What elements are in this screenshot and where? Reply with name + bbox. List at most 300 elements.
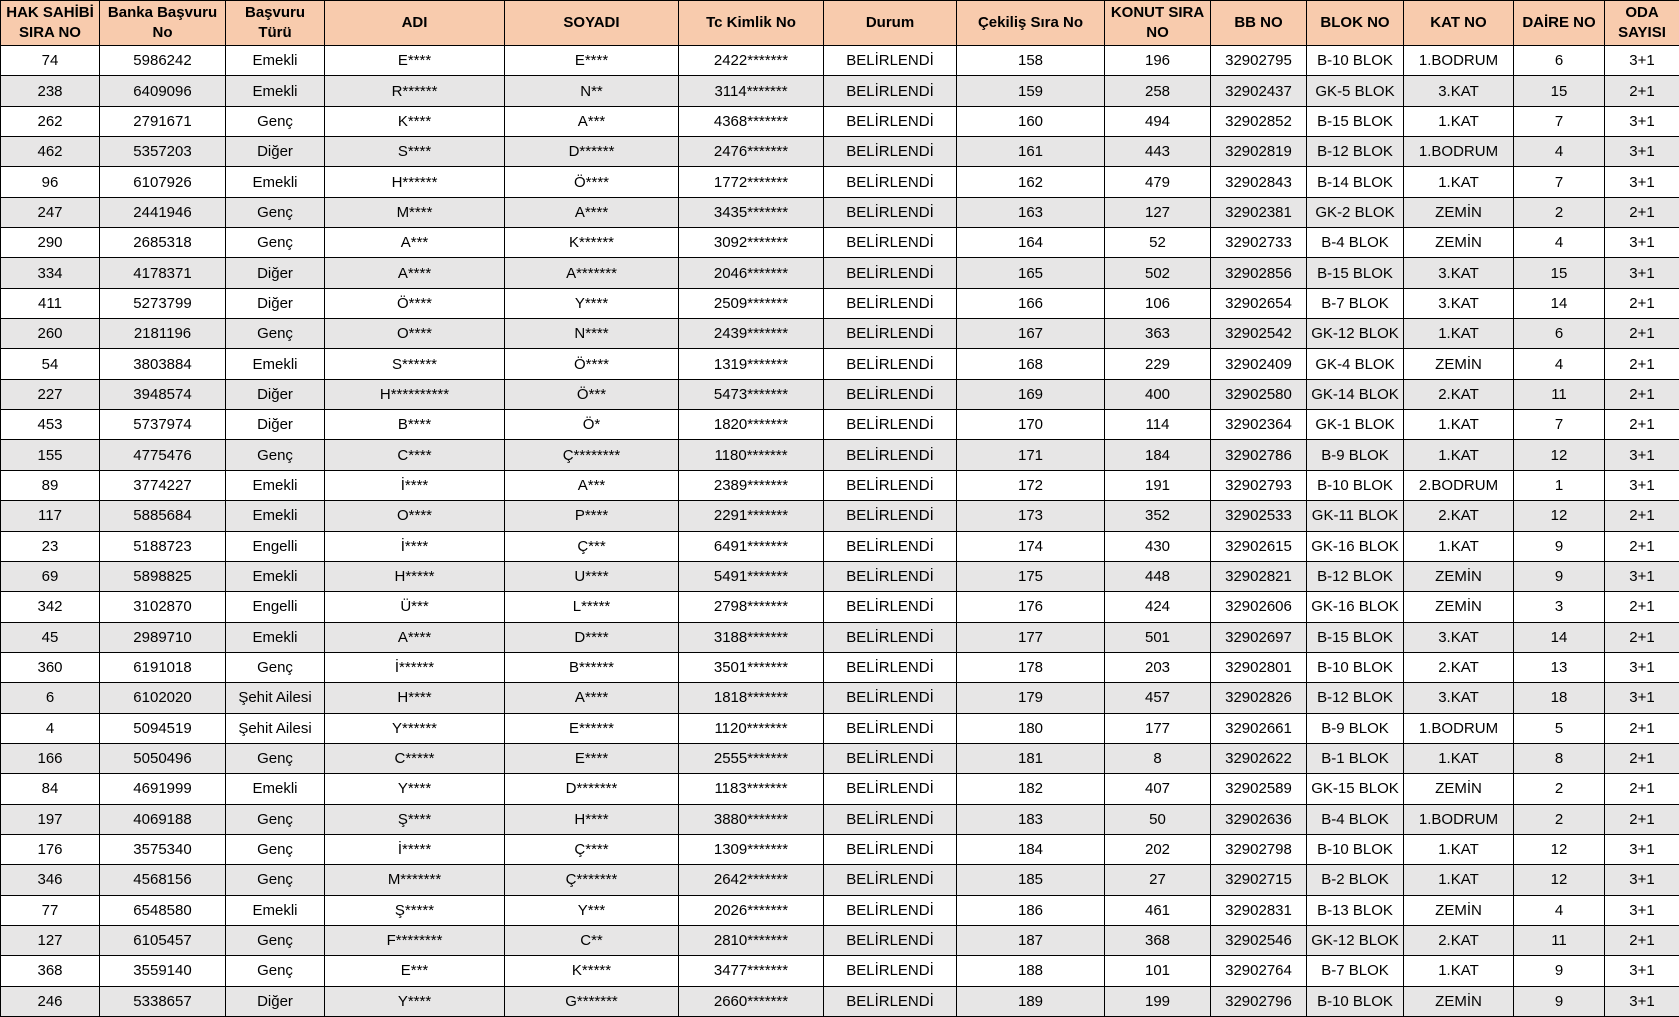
cell-oda-sayisi: 3+1 <box>1605 865 1679 895</box>
cell-daire-no: 6 <box>1514 319 1605 349</box>
cell-banka-basvuru-no: 3803884 <box>100 349 226 379</box>
cell-konut-sira-no: 106 <box>1105 288 1211 318</box>
column-header-blok-no: BLOK NO <box>1307 1 1404 46</box>
cell-durum: BELİRLENDİ <box>824 288 957 318</box>
cell-cekilis-sira-no: 185 <box>957 865 1105 895</box>
cell-hak-sahibi-sira-no: 127 <box>1 925 100 955</box>
cell-bb-no: 32902636 <box>1211 804 1307 834</box>
column-header-konut-sira-no: KONUT SIRA NO <box>1105 1 1211 46</box>
cell-adi: Y**** <box>325 986 505 1016</box>
cell-daire-no: 9 <box>1514 986 1605 1016</box>
table-row <box>1 865 1679 895</box>
cell-soyadi: E**** <box>505 46 679 76</box>
cell-kat-no: 2.KAT <box>1404 925 1514 955</box>
cell-banka-basvuru-no: 3559140 <box>100 956 226 986</box>
cell-adi: A**** <box>325 622 505 652</box>
column-header-kat-no: KAT NO <box>1404 1 1514 46</box>
cell-tc-kimlik-no: 1180******* <box>679 440 824 470</box>
cell-bb-no: 32902654 <box>1211 288 1307 318</box>
cell-banka-basvuru-no: 2441946 <box>100 197 226 227</box>
cell-banka-basvuru-no: 6409096 <box>100 76 226 106</box>
cell-bb-no: 32902852 <box>1211 106 1307 136</box>
cell-basvuru-turu: Engelli <box>226 531 325 561</box>
cell-durum: BELİRLENDİ <box>824 501 957 531</box>
table-row <box>1 956 1679 986</box>
cell-daire-no: 7 <box>1514 106 1605 136</box>
cell-konut-sira-no: 229 <box>1105 349 1211 379</box>
cell-banka-basvuru-no: 3575340 <box>100 834 226 864</box>
cell-konut-sira-no: 494 <box>1105 106 1211 136</box>
cell-hak-sahibi-sira-no: 96 <box>1 167 100 197</box>
cell-kat-no: 1.BODRUM <box>1404 713 1514 743</box>
cell-oda-sayisi: 2+1 <box>1605 713 1679 743</box>
cell-soyadi: B****** <box>505 652 679 682</box>
cell-daire-no: 7 <box>1514 410 1605 440</box>
cell-daire-no: 4 <box>1514 228 1605 258</box>
cell-kat-no: 2.KAT <box>1404 379 1514 409</box>
cell-daire-no: 3 <box>1514 592 1605 622</box>
cell-banka-basvuru-no: 6191018 <box>100 652 226 682</box>
table-row <box>1 774 1679 804</box>
cell-hak-sahibi-sira-no: 155 <box>1 440 100 470</box>
cell-kat-no: 3.KAT <box>1404 683 1514 713</box>
cell-blok-no: B-15 BLOK <box>1307 622 1404 652</box>
cell-hak-sahibi-sira-no: 411 <box>1 288 100 318</box>
cell-oda-sayisi: 3+1 <box>1605 986 1679 1016</box>
column-header-adi: ADI <box>325 1 505 46</box>
cell-oda-sayisi: 3+1 <box>1605 561 1679 591</box>
cell-tc-kimlik-no: 3477******* <box>679 956 824 986</box>
cell-konut-sira-no: 430 <box>1105 531 1211 561</box>
cell-kat-no: ZEMİN <box>1404 228 1514 258</box>
cell-daire-no: 12 <box>1514 834 1605 864</box>
cell-soyadi: H**** <box>505 804 679 834</box>
cell-tc-kimlik-no: 2389******* <box>679 470 824 500</box>
cell-banka-basvuru-no: 6102020 <box>100 683 226 713</box>
column-header-hak-sahibi-sira-no: HAK SAHİBİ SIRA NO <box>1 1 100 46</box>
cell-kat-no: ZEMİN <box>1404 986 1514 1016</box>
cell-soyadi: Y**** <box>505 288 679 318</box>
cell-tc-kimlik-no: 3188******* <box>679 622 824 652</box>
cell-basvuru-turu: Emekli <box>226 561 325 591</box>
header-row <box>1 1 1679 46</box>
cell-blok-no: B-15 BLOK <box>1307 106 1404 136</box>
cell-konut-sira-no: 479 <box>1105 167 1211 197</box>
cell-bb-no: 32902793 <box>1211 470 1307 500</box>
cell-blok-no: B-4 BLOK <box>1307 804 1404 834</box>
cell-konut-sira-no: 501 <box>1105 622 1211 652</box>
cell-adi: K**** <box>325 106 505 136</box>
cell-hak-sahibi-sira-no: 462 <box>1 137 100 167</box>
cell-kat-no: 2.BODRUM <box>1404 470 1514 500</box>
cell-basvuru-turu: Genç <box>226 197 325 227</box>
cell-bb-no: 32902661 <box>1211 713 1307 743</box>
cell-soyadi: Ç**** <box>505 834 679 864</box>
cell-durum: BELİRLENDİ <box>824 986 957 1016</box>
cell-hak-sahibi-sira-no: 77 <box>1 895 100 925</box>
cell-kat-no: 1.KAT <box>1404 106 1514 136</box>
cell-oda-sayisi: 2+1 <box>1605 379 1679 409</box>
cell-daire-no: 14 <box>1514 288 1605 318</box>
cell-blok-no: B-10 BLOK <box>1307 470 1404 500</box>
cell-cekilis-sira-no: 187 <box>957 925 1105 955</box>
cell-soyadi: D****** <box>505 137 679 167</box>
cell-kat-no: ZEMİN <box>1404 349 1514 379</box>
cell-soyadi: D**** <box>505 622 679 652</box>
cell-basvuru-turu: Diğer <box>226 379 325 409</box>
cell-oda-sayisi: 3+1 <box>1605 470 1679 500</box>
cell-bb-no: 32902795 <box>1211 46 1307 76</box>
table-row <box>1 895 1679 925</box>
cell-oda-sayisi: 2+1 <box>1605 349 1679 379</box>
cell-oda-sayisi: 2+1 <box>1605 410 1679 440</box>
cell-kat-no: 1.KAT <box>1404 410 1514 440</box>
cell-blok-no: GK-4 BLOK <box>1307 349 1404 379</box>
cell-banka-basvuru-no: 5737974 <box>100 410 226 440</box>
cell-cekilis-sira-no: 165 <box>957 258 1105 288</box>
cell-adi: S**** <box>325 137 505 167</box>
cell-blok-no: GK-2 BLOK <box>1307 197 1404 227</box>
cell-konut-sira-no: 424 <box>1105 592 1211 622</box>
cell-oda-sayisi: 3+1 <box>1605 106 1679 136</box>
cell-konut-sira-no: 191 <box>1105 470 1211 500</box>
cell-banka-basvuru-no: 5986242 <box>100 46 226 76</box>
cell-bb-no: 32902615 <box>1211 531 1307 561</box>
cell-daire-no: 4 <box>1514 895 1605 925</box>
cell-konut-sira-no: 352 <box>1105 501 1211 531</box>
cell-blok-no: GK-11 BLOK <box>1307 501 1404 531</box>
cell-blok-no: B-14 BLOK <box>1307 167 1404 197</box>
cell-kat-no: 3.KAT <box>1404 258 1514 288</box>
cell-cekilis-sira-no: 189 <box>957 986 1105 1016</box>
cell-blok-no: B-7 BLOK <box>1307 288 1404 318</box>
cell-konut-sira-no: 400 <box>1105 379 1211 409</box>
table-row <box>1 986 1679 1016</box>
cell-cekilis-sira-no: 176 <box>957 592 1105 622</box>
cell-tc-kimlik-no: 6491******* <box>679 531 824 561</box>
cell-cekilis-sira-no: 162 <box>957 167 1105 197</box>
cell-tc-kimlik-no: 3501******* <box>679 652 824 682</box>
cell-durum: BELİRLENDİ <box>824 713 957 743</box>
cell-soyadi: Ö* <box>505 410 679 440</box>
cell-tc-kimlik-no: 2439******* <box>679 319 824 349</box>
cell-tc-kimlik-no: 5491******* <box>679 561 824 591</box>
cell-basvuru-turu: Genç <box>226 925 325 955</box>
cell-cekilis-sira-no: 171 <box>957 440 1105 470</box>
cell-basvuru-turu: Genç <box>226 956 325 986</box>
cell-adi: İ**** <box>325 470 505 500</box>
cell-basvuru-turu: Şehit Ailesi <box>226 683 325 713</box>
cell-kat-no: 1.KAT <box>1404 440 1514 470</box>
cell-daire-no: 8 <box>1514 743 1605 773</box>
cell-durum: BELİRLENDİ <box>824 743 957 773</box>
column-header-basvuru-turu: Başvuru Türü <box>226 1 325 46</box>
cell-banka-basvuru-no: 4691999 <box>100 774 226 804</box>
cell-blok-no: B-12 BLOK <box>1307 561 1404 591</box>
cell-adi: Ü*** <box>325 592 505 622</box>
cell-hak-sahibi-sira-no: 117 <box>1 501 100 531</box>
cell-oda-sayisi: 2+1 <box>1605 743 1679 773</box>
cell-daire-no: 4 <box>1514 349 1605 379</box>
cell-durum: BELİRLENDİ <box>824 319 957 349</box>
cell-hak-sahibi-sira-no: 334 <box>1 258 100 288</box>
cell-adi: C**** <box>325 440 505 470</box>
column-header-soyadi: SOYADI <box>505 1 679 46</box>
cell-tc-kimlik-no: 2660******* <box>679 986 824 1016</box>
cell-kat-no: 1.KAT <box>1404 743 1514 773</box>
table-row <box>1 228 1679 258</box>
cell-oda-sayisi: 3+1 <box>1605 683 1679 713</box>
cell-banka-basvuru-no: 2791671 <box>100 106 226 136</box>
cell-adi: B**** <box>325 410 505 440</box>
cell-cekilis-sira-no: 172 <box>957 470 1105 500</box>
cell-kat-no: 1.BODRUM <box>1404 804 1514 834</box>
cell-basvuru-turu: Emekli <box>226 895 325 925</box>
cell-soyadi: Ö**** <box>505 167 679 197</box>
column-header-daire-no: DAİRE NO <box>1514 1 1605 46</box>
cell-cekilis-sira-no: 184 <box>957 834 1105 864</box>
cell-blok-no: B-9 BLOK <box>1307 440 1404 470</box>
cell-daire-no: 12 <box>1514 440 1605 470</box>
cell-hak-sahibi-sira-no: 246 <box>1 986 100 1016</box>
cell-daire-no: 7 <box>1514 167 1605 197</box>
table-row <box>1 137 1679 167</box>
cell-kat-no: ZEMİN <box>1404 197 1514 227</box>
table-row <box>1 592 1679 622</box>
cell-oda-sayisi: 3+1 <box>1605 167 1679 197</box>
cell-daire-no: 1 <box>1514 470 1605 500</box>
cell-blok-no: B-10 BLOK <box>1307 834 1404 864</box>
cell-blok-no: GK-1 BLOK <box>1307 410 1404 440</box>
cell-basvuru-turu: Diğer <box>226 986 325 1016</box>
cell-banka-basvuru-no: 2181196 <box>100 319 226 349</box>
cell-banka-basvuru-no: 4178371 <box>100 258 226 288</box>
cell-daire-no: 9 <box>1514 531 1605 561</box>
cell-blok-no: B-12 BLOK <box>1307 137 1404 167</box>
cell-cekilis-sira-no: 158 <box>957 46 1105 76</box>
cell-basvuru-turu: Emekli <box>226 76 325 106</box>
cell-basvuru-turu: Genç <box>226 228 325 258</box>
cell-adi: Ö**** <box>325 288 505 318</box>
cell-soyadi: Ç******** <box>505 440 679 470</box>
cell-hak-sahibi-sira-no: 227 <box>1 379 100 409</box>
cell-hak-sahibi-sira-no: 346 <box>1 865 100 895</box>
column-header-tc-kimlik-no: Tc Kimlik No <box>679 1 824 46</box>
cell-cekilis-sira-no: 164 <box>957 228 1105 258</box>
cell-cekilis-sira-no: 170 <box>957 410 1105 440</box>
cell-hak-sahibi-sira-no: 176 <box>1 834 100 864</box>
cell-bb-no: 32902697 <box>1211 622 1307 652</box>
cell-konut-sira-no: 27 <box>1105 865 1211 895</box>
cell-bb-no: 32902733 <box>1211 228 1307 258</box>
cell-basvuru-turu: Genç <box>226 106 325 136</box>
cell-hak-sahibi-sira-no: 23 <box>1 531 100 561</box>
cell-cekilis-sira-no: 175 <box>957 561 1105 591</box>
cell-cekilis-sira-no: 186 <box>957 895 1105 925</box>
cell-soyadi: A**** <box>505 683 679 713</box>
cell-hak-sahibi-sira-no: 45 <box>1 622 100 652</box>
cell-tc-kimlik-no: 2555******* <box>679 743 824 773</box>
cell-konut-sira-no: 202 <box>1105 834 1211 864</box>
cell-soyadi: C** <box>505 925 679 955</box>
cell-daire-no: 12 <box>1514 501 1605 531</box>
cell-soyadi: Ö**** <box>505 349 679 379</box>
cell-oda-sayisi: 3+1 <box>1605 834 1679 864</box>
cell-basvuru-turu: Engelli <box>226 592 325 622</box>
cell-konut-sira-no: 448 <box>1105 561 1211 591</box>
cell-bb-no: 32902831 <box>1211 895 1307 925</box>
cell-cekilis-sira-no: 188 <box>957 956 1105 986</box>
cell-konut-sira-no: 368 <box>1105 925 1211 955</box>
cell-kat-no: 1.KAT <box>1404 956 1514 986</box>
column-header-durum: Durum <box>824 1 957 46</box>
cell-oda-sayisi: 3+1 <box>1605 652 1679 682</box>
cell-adi: M**** <box>325 197 505 227</box>
cell-blok-no: B-10 BLOK <box>1307 652 1404 682</box>
table-row <box>1 76 1679 106</box>
cell-durum: BELİRLENDİ <box>824 652 957 682</box>
cell-kat-no: 2.KAT <box>1404 501 1514 531</box>
cell-cekilis-sira-no: 168 <box>957 349 1105 379</box>
cell-bb-no: 32902821 <box>1211 561 1307 591</box>
column-header-banka-basvuru-no: Banka Başvuru No <box>100 1 226 46</box>
table-row <box>1 501 1679 531</box>
cell-cekilis-sira-no: 167 <box>957 319 1105 349</box>
cell-durum: BELİRLENDİ <box>824 137 957 167</box>
cell-daire-no: 11 <box>1514 379 1605 409</box>
cell-cekilis-sira-no: 166 <box>957 288 1105 318</box>
cell-daire-no: 15 <box>1514 76 1605 106</box>
cell-blok-no: GK-16 BLOK <box>1307 531 1404 561</box>
cell-daire-no: 9 <box>1514 561 1605 591</box>
cell-kat-no: 1.BODRUM <box>1404 137 1514 167</box>
cell-basvuru-turu: Genç <box>226 804 325 834</box>
column-header-bb-no: BB NO <box>1211 1 1307 46</box>
cell-bb-no: 32902542 <box>1211 319 1307 349</box>
cell-soyadi: E**** <box>505 743 679 773</box>
cell-konut-sira-no: 203 <box>1105 652 1211 682</box>
cell-konut-sira-no: 258 <box>1105 76 1211 106</box>
cell-hak-sahibi-sira-no: 368 <box>1 956 100 986</box>
cell-cekilis-sira-no: 169 <box>957 379 1105 409</box>
cell-blok-no: GK-5 BLOK <box>1307 76 1404 106</box>
cell-bb-no: 32902801 <box>1211 652 1307 682</box>
cell-adi: H**** <box>325 683 505 713</box>
cell-durum: BELİRLENDİ <box>824 410 957 440</box>
cell-banka-basvuru-no: 5885684 <box>100 501 226 531</box>
cell-oda-sayisi: 3+1 <box>1605 228 1679 258</box>
table-row <box>1 470 1679 500</box>
cell-kat-no: 2.KAT <box>1404 652 1514 682</box>
cell-durum: BELİRLENDİ <box>824 106 957 136</box>
cell-tc-kimlik-no: 2509******* <box>679 288 824 318</box>
cell-soyadi: P**** <box>505 501 679 531</box>
cell-adi: S****** <box>325 349 505 379</box>
table-row <box>1 46 1679 76</box>
cell-oda-sayisi: 2+1 <box>1605 76 1679 106</box>
cell-tc-kimlik-no: 1309******* <box>679 834 824 864</box>
table-row <box>1 834 1679 864</box>
cell-durum: BELİRLENDİ <box>824 834 957 864</box>
cell-bb-no: 32902546 <box>1211 925 1307 955</box>
cell-adi: M******* <box>325 865 505 895</box>
cell-tc-kimlik-no: 2642******* <box>679 865 824 895</box>
table-row <box>1 167 1679 197</box>
cell-basvuru-turu: Genç <box>226 865 325 895</box>
cell-hak-sahibi-sira-no: 262 <box>1 106 100 136</box>
column-header-cekilis-sira-no: Çekiliş Sıra No <box>957 1 1105 46</box>
cell-konut-sira-no: 8 <box>1105 743 1211 773</box>
cell-banka-basvuru-no: 2685318 <box>100 228 226 258</box>
cell-daire-no: 2 <box>1514 804 1605 834</box>
cell-oda-sayisi: 2+1 <box>1605 804 1679 834</box>
cell-blok-no: B-9 BLOK <box>1307 713 1404 743</box>
cell-konut-sira-no: 407 <box>1105 774 1211 804</box>
cell-banka-basvuru-no: 6548580 <box>100 895 226 925</box>
cell-basvuru-turu: Emekli <box>226 470 325 500</box>
cell-banka-basvuru-no: 2989710 <box>100 622 226 652</box>
table-body <box>1 46 1679 1017</box>
cell-kat-no: 3.KAT <box>1404 288 1514 318</box>
cell-kat-no: ZEMİN <box>1404 592 1514 622</box>
cell-tc-kimlik-no: 2046******* <box>679 258 824 288</box>
cell-konut-sira-no: 457 <box>1105 683 1211 713</box>
cell-adi: İ***** <box>325 834 505 864</box>
cell-soyadi: G******* <box>505 986 679 1016</box>
table-row <box>1 379 1679 409</box>
cell-basvuru-turu: Emekli <box>226 501 325 531</box>
cell-oda-sayisi: 2+1 <box>1605 501 1679 531</box>
cell-oda-sayisi: 2+1 <box>1605 622 1679 652</box>
cell-banka-basvuru-no: 3774227 <box>100 470 226 500</box>
table-row <box>1 349 1679 379</box>
cell-bb-no: 32902826 <box>1211 683 1307 713</box>
cell-blok-no: GK-14 BLOK <box>1307 379 1404 409</box>
cell-kat-no: 1.KAT <box>1404 531 1514 561</box>
cell-konut-sira-no: 177 <box>1105 713 1211 743</box>
cell-durum: BELİRLENDİ <box>824 440 957 470</box>
cell-bb-no: 32902796 <box>1211 986 1307 1016</box>
cell-basvuru-turu: Genç <box>226 440 325 470</box>
cell-hak-sahibi-sira-no: 166 <box>1 743 100 773</box>
cell-bb-no: 32902409 <box>1211 349 1307 379</box>
cell-tc-kimlik-no: 3880******* <box>679 804 824 834</box>
cell-tc-kimlik-no: 1818******* <box>679 683 824 713</box>
cell-cekilis-sira-no: 183 <box>957 804 1105 834</box>
cell-bb-no: 32902786 <box>1211 440 1307 470</box>
cell-oda-sayisi: 2+1 <box>1605 925 1679 955</box>
cell-blok-no: B-10 BLOK <box>1307 986 1404 1016</box>
cell-adi: F******** <box>325 925 505 955</box>
cell-blok-no: B-15 BLOK <box>1307 258 1404 288</box>
table-row <box>1 804 1679 834</box>
cell-oda-sayisi: 2+1 <box>1605 592 1679 622</box>
cell-kat-no: 1.KAT <box>1404 167 1514 197</box>
cell-hak-sahibi-sira-no: 238 <box>1 76 100 106</box>
cell-hak-sahibi-sira-no: 360 <box>1 652 100 682</box>
table-row <box>1 197 1679 227</box>
cell-cekilis-sira-no: 181 <box>957 743 1105 773</box>
cell-soyadi: Ç*** <box>505 531 679 561</box>
cell-kat-no: 1.KAT <box>1404 865 1514 895</box>
cell-soyadi: A*** <box>505 470 679 500</box>
cell-konut-sira-no: 52 <box>1105 228 1211 258</box>
cell-banka-basvuru-no: 5188723 <box>100 531 226 561</box>
cell-tc-kimlik-no: 3435******* <box>679 197 824 227</box>
cell-banka-basvuru-no: 4775476 <box>100 440 226 470</box>
cell-durum: BELİRLENDİ <box>824 683 957 713</box>
cell-basvuru-turu: Genç <box>226 652 325 682</box>
